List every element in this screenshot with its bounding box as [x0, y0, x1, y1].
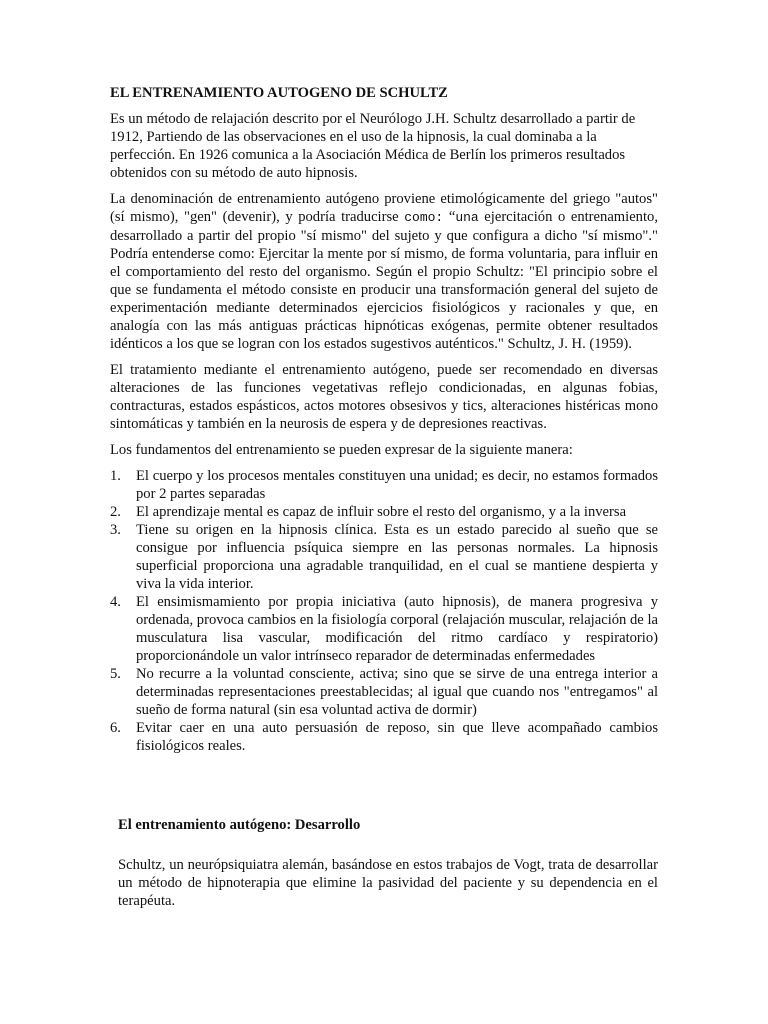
etymology-mono-word: como: — [404, 210, 444, 225]
etymology-text-part-2: “ — [443, 209, 456, 225]
list-item-number: 1. — [110, 468, 121, 484]
etymology-text-part-1: La denominación de entrenamiento autógeno proviene etimológicamente del griego "autos" (sí mismo), "gen" (devenir), y podría traducirse — [110, 191, 658, 225]
list-item-text: Tiene su origen en la hipnosis clínica. Esta es un estado parecido al sueño que se consigue por influencia psíquica siempre en las personas normales. La hipnosis superficial proporciona una agradable tranquilidad, en el cual se mantiene despierta y viva la vida interior. — [136, 522, 658, 592]
list-item — [110, 503, 658, 521]
list-item — [110, 467, 658, 503]
etymology-text-part-3: ejercitación o entrenamiento, desarrollado a partir del propio "sí mismo" del sujeto y que configura a dicho "sí mismo"." Podría entenderse como: Ejercitar la mente por sí mismo, de forma voluntaria, para influir en el comportamiento del resto del organismo. Según el propio Schultz: "El principio sobre el que se fundamenta el método consiste en producir una transformación general del sujeto de experimentación mediante determinados ejercicios fisiológicos y racionales y que, en analogía con las más antiguas prácticas hipnóticas exógenas, permite obtener resultados idénticos a los que se logran con los estados sugestivos auténticos." Schultz, J. H. (1959). — [110, 209, 658, 352]
etymology-mono-una: una — [455, 210, 479, 225]
section-heading: El entrenamiento autógeno: Desarrollo — [118, 817, 361, 833]
list-item-text: El ensimismamiento por propia iniciativa (auto hipnosis), de manera progresiva y ordenada, provoca cambios en la fisiología corporal (relajación muscular, relajación de la musculatura lisa vascular, modificación del ritmo cardíaco y respiratorio) proporcionándole un valor intrínseco reparador de determinadas enfermedades — [136, 594, 658, 664]
list-item — [110, 521, 658, 593]
treatment-paragraph: El tratamiento mediante el entrenamiento autógeno, puede ser recomendado en diversas alteraciones de las funciones vegetativas reflejo condicionadas, en algunas fobias, contracturas, estados espásticos, actos motores obsesivos y tics, alteraciones histéricas mono sintomáticas y también en la neurosis de espera y de depresiones reactivas. — [110, 362, 658, 432]
section-paragraph: Schultz, un neurópsiquiatra alemán, basándose en estos trabajos de Vogt, trata de desarrollar un método de hipnoterapia que elimine la pasividad del paciente y su dependencia en el terapéuta. — [118, 857, 658, 909]
fundamentals-intro: Los fundamentos del entrenamiento se pueden expresar de la siguiente manera: — [110, 442, 573, 458]
list-item-text: Evitar caer en una auto persuasión de reposo, sin que lleve acompañado cambios fisiológicos reales. — [136, 720, 658, 754]
etymology-paragraph — [110, 190, 658, 353]
list-item-number: 4. — [110, 594, 121, 610]
list-item-text: No recurre a la voluntad consciente, activa; sino que se sirve de una entrega interior a determinadas representaciones preestablecidas; al igual que cuando nos "entregamos" al sueño de forma natural (sin esa voluntad activa de dormir) — [136, 666, 658, 718]
document-body — [110, 84, 658, 755]
list-item-text: El aprendizaje mental es capaz de influir sobre el resto del organismo, y a la inversa — [136, 504, 627, 520]
list-item — [110, 593, 658, 665]
list-item-text: El cuerpo y los procesos mentales constituyen una unidad; es decir, no estamos formados por 2 partes separadas — [136, 468, 658, 502]
document-title: EL ENTRENAMIENTO AUTOGENO DE SCHULTZ — [110, 85, 448, 101]
list-item-number: 5. — [110, 666, 121, 682]
list-item — [110, 719, 658, 755]
list-item-number: 3. — [110, 522, 121, 538]
intro-paragraph: Es un método de relajación descrito por el Neurólogo J.H. Schultz desarrollado a partir de 1912, Partiendo de las observaciones en el uso de la hipnosis, la cual dominaba a la perfección. En 1926 comunica a la Asociación Médica de Berlín los primeros resultados obtenidos con su método de auto hipnosis. — [110, 111, 636, 181]
list-item-number: 2. — [110, 504, 121, 520]
list-item-number: 6. — [110, 720, 121, 736]
fundamentals-list — [110, 467, 658, 755]
list-item — [110, 665, 658, 719]
